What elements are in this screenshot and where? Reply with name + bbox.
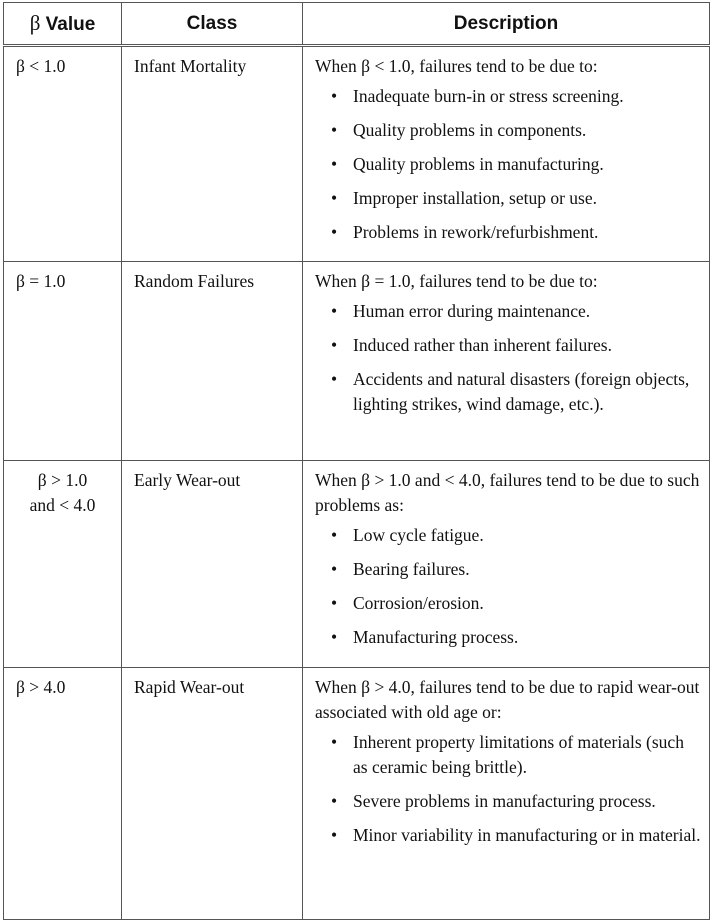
cause-item bbox=[331, 220, 701, 245]
cause-item bbox=[331, 84, 701, 109]
cause-list bbox=[315, 84, 701, 245]
bullet-icon: • bbox=[331, 593, 338, 613]
cause-item bbox=[331, 118, 701, 143]
bullet-icon: • bbox=[331, 301, 338, 321]
bullet-icon: • bbox=[331, 369, 338, 389]
bullet-icon: • bbox=[331, 627, 338, 647]
cause-text: Inherent property limitations of materials (such as ceramic being brittle). bbox=[353, 732, 684, 777]
bullet-icon: • bbox=[331, 154, 338, 174]
cause-text: Quality problems in components. bbox=[353, 120, 587, 140]
description-lead: When β < 1.0, failures tend to be due to: bbox=[315, 56, 598, 76]
cause-item bbox=[331, 557, 701, 582]
description-lead: When β > 4.0, failures tend to be due to rapid wear-out associated with old age or: bbox=[315, 677, 700, 722]
cause-text: Inadequate burn-in or stress screening. bbox=[353, 86, 624, 106]
cause-item bbox=[331, 730, 701, 780]
class-cell: Random Failures bbox=[122, 262, 303, 461]
header-value-label: Value bbox=[45, 14, 96, 35]
cause-item bbox=[331, 367, 701, 417]
cause-item bbox=[331, 625, 701, 650]
header-class: Class bbox=[122, 3, 303, 46]
description-lead: When β > 1.0 and < 4.0, failures tend to be due to such problems as: bbox=[315, 470, 700, 515]
header-beta-symbol: β bbox=[29, 11, 41, 35]
beta-value-cell: β > 4.0 bbox=[4, 668, 122, 920]
bullet-icon: • bbox=[331, 525, 338, 545]
bullet-icon: • bbox=[331, 732, 338, 752]
cause-item bbox=[331, 186, 701, 211]
bullet-icon: • bbox=[331, 86, 338, 106]
bullet-icon: • bbox=[331, 188, 338, 208]
description-cell bbox=[303, 46, 710, 262]
bullet-icon: • bbox=[331, 559, 338, 579]
header-row bbox=[4, 3, 710, 46]
header-beta-value bbox=[4, 3, 122, 46]
cause-list bbox=[315, 730, 701, 848]
table-row-infant-mortality bbox=[4, 46, 710, 262]
cause-item bbox=[331, 789, 701, 814]
beta-classification-table bbox=[3, 2, 710, 920]
bullet-icon: • bbox=[331, 222, 338, 242]
cause-text: Problems in rework/refurbishment. bbox=[353, 222, 599, 242]
cause-item bbox=[331, 333, 701, 358]
beta-value-cell: β < 1.0 bbox=[4, 46, 122, 262]
cause-text: Severe problems in manufacturing process. bbox=[353, 791, 656, 811]
class-cell: Early Wear-out bbox=[122, 461, 303, 668]
bullet-icon: • bbox=[331, 120, 338, 140]
header-description: Description bbox=[303, 3, 710, 46]
cause-text: Manufacturing process. bbox=[353, 627, 519, 647]
beta-value-cell: β = 1.0 bbox=[4, 262, 122, 461]
class-cell: Rapid Wear-out bbox=[122, 668, 303, 920]
cause-text: Improper installation, setup or use. bbox=[353, 188, 597, 208]
cause-text: Induced rather than inherent failures. bbox=[353, 335, 612, 355]
beta-value-line: and < 4.0 bbox=[29, 495, 96, 515]
bullet-icon: • bbox=[331, 825, 338, 845]
description-cell bbox=[303, 668, 710, 920]
beta-value-cell bbox=[4, 461, 122, 668]
table-row-random-failures bbox=[4, 262, 710, 461]
table-row-rapid-wear-out bbox=[4, 668, 710, 920]
cause-text: Accidents and natural disasters (foreign objects, lighting strikes, wind damage, etc.). bbox=[353, 369, 690, 414]
cause-text: Low cycle fatigue. bbox=[353, 525, 484, 545]
bullet-icon: • bbox=[331, 791, 338, 811]
cause-item bbox=[331, 299, 701, 324]
description-cell bbox=[303, 461, 710, 668]
bullet-icon: • bbox=[331, 335, 338, 355]
class-cell: Infant Mortality bbox=[122, 46, 303, 262]
cause-text: Bearing failures. bbox=[353, 559, 470, 579]
cause-text: Minor variability in manufacturing or in material. bbox=[353, 825, 701, 845]
cause-item bbox=[331, 152, 701, 177]
cause-text: Quality problems in manufacturing. bbox=[353, 154, 604, 174]
cause-list bbox=[315, 299, 701, 417]
cause-text: Human error during maintenance. bbox=[353, 301, 591, 321]
cause-item bbox=[331, 523, 701, 548]
cause-text: Corrosion/erosion. bbox=[353, 593, 484, 613]
cause-list bbox=[315, 523, 701, 650]
description-lead: When β = 1.0, failures tend to be due to: bbox=[315, 271, 598, 291]
description-cell bbox=[303, 262, 710, 461]
cause-item bbox=[331, 823, 701, 848]
cause-item bbox=[331, 591, 701, 616]
beta-value-line: β > 1.0 bbox=[37, 470, 88, 490]
table-row-early-wear-out bbox=[4, 461, 710, 668]
